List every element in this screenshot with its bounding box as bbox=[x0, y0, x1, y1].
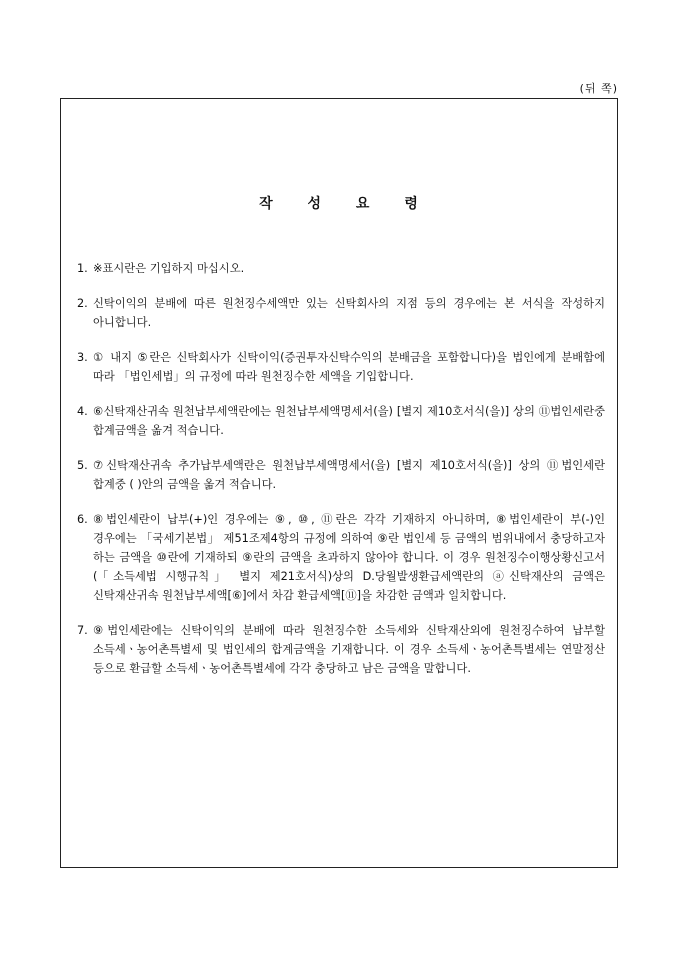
instruction-text: ⑨법인세란에는 신탁이익의 분배에 따라 원천징수한 소득세와 신탁재산외에 원천징수하여 납부할 소득세ㆍ농어촌특별세 및 법인세의 합계금액을 기재합니다. 이 경우 소득세ㆍ농어촌특별세는 연말정산 등으로 환급할 소득세ㆍ농어촌특별세에 각각 충당하고 남은 금액을 말합니다. bbox=[93, 624, 605, 675]
instruction-number: 5. bbox=[77, 459, 88, 472]
instruction-number: 7. bbox=[77, 624, 88, 637]
instruction-text: ① 내지 ⑤란은 신탁회사가 신탁이익(증권투자신탁수익의 분배금을 포함합니다)을 법인에게 분배함에 따라 「법인세법」의 규정에 따라 원천징수한 세액을 기입합니다. bbox=[93, 351, 605, 383]
instructions-frame bbox=[60, 98, 618, 868]
instruction-item-5 bbox=[77, 456, 605, 494]
instruction-number: 6. bbox=[77, 513, 88, 526]
instruction-item-6 bbox=[77, 510, 605, 605]
instruction-text: 신탁이익의 분배에 따른 원천징수세액만 있는 신탁회사의 지점 등의 경우에는 본 서식을 작성하지 아니합니다. bbox=[93, 297, 605, 329]
page-side-label: (뒤 쪽) bbox=[579, 82, 618, 95]
instruction-text: ⑥신탁재산귀속 원천납부세액란에는 원천납부세액명세서(을) [별지 제10호서식(을)] 상의 ⑪법인세란중 합계금액을 옮겨 적습니다. bbox=[93, 405, 605, 437]
instruction-item-3 bbox=[77, 348, 605, 386]
instructions-list bbox=[77, 259, 605, 694]
instruction-number: 4. bbox=[77, 405, 88, 418]
instruction-number: 3. bbox=[77, 351, 88, 364]
instruction-item-1 bbox=[77, 259, 605, 278]
instruction-item-7 bbox=[77, 621, 605, 678]
instruction-number: 2. bbox=[77, 297, 88, 310]
instruction-text: ⑦신탁재산귀속 추가납부세액란은 원천납부세액명세서(을) [별지 제10호서식(을)] 상의 ⑪법인세란 합계중 ( )안의 금액을 옮겨 적습니다. bbox=[93, 459, 605, 491]
instruction-item-2 bbox=[77, 294, 605, 332]
instruction-number: 1. bbox=[77, 262, 88, 275]
instruction-text: ※표시란은 기입하지 마십시오. bbox=[93, 262, 245, 275]
instruction-item-4 bbox=[77, 402, 605, 440]
instructions-title: 작 성 요 령 bbox=[259, 196, 419, 212]
instruction-text: ⑧법인세란이 납부(+)인 경우에는 ⑨, ⑩, ⑪란은 각각 기재하지 아니하며, ⑧법인세란이 부(-)인 경우에는 「국세기본법」 제51조제4항의 규정에 의하여 ⑨란 법인세 등 금액의 범위내에서 충당하고자 하는 금액을 ⑩란에 기재하되 ⑨란의 금액을 초과하지 않아야 합니다. 이 경우 원천징수이행상황신고서(「소득세법 시행규칙」 별지 제21호서식)상의 D.당월발생환급세액란의 ⓐ신탁재산의 금액은 신탁재산귀속 원천납부세액[⑥]에서 차감 환급세액[⑪]을 차감한 금액과 일치합니다. bbox=[93, 513, 605, 602]
